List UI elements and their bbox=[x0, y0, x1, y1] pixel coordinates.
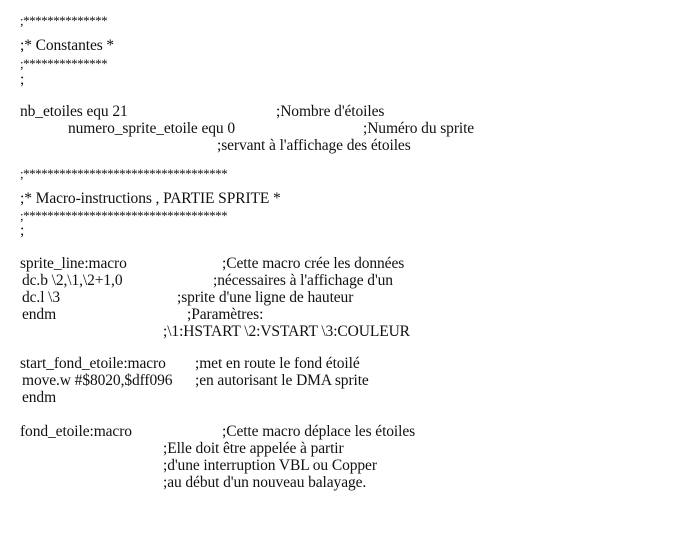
sprite-line-endm: endm bbox=[22, 306, 57, 323]
start-fond-move: move.w #$8020,$dff096 bbox=[22, 372, 173, 389]
fond-etoile-comment-2: ;Elle doit être appelée à partir bbox=[163, 440, 344, 457]
sprite-line-comment-1: ;Cette macro crée les données bbox=[222, 255, 405, 272]
sprite-line-dcb: dc.b \2,\1,\2+1,0 bbox=[22, 272, 123, 289]
fond-etoile-comment-1: ;Cette macro déplace les étoiles bbox=[222, 423, 416, 440]
fond-etoile-comment-4: ;au début d'un nouveau balayage. bbox=[163, 474, 367, 491]
macros-rule-top: ;********************************** bbox=[20, 166, 228, 181]
constant-nb-etoiles: nb_etoiles equ 21 bbox=[20, 103, 128, 120]
start-fond-endm: endm bbox=[22, 389, 57, 406]
constant-numero-sprite: numero_sprite_etoile equ 0 bbox=[68, 120, 235, 137]
sprite-line-comment-5: ;\1:HSTART \2:VSTART \3:COULEUR bbox=[163, 323, 410, 340]
start-fond-comment-2: ;en autorisant le DMA sprite bbox=[195, 372, 369, 389]
fond-etoile-comment-3: ;d'une interruption VBL ou Copper bbox=[163, 457, 377, 474]
comment-numero-sprite: ;Numéro du sprite bbox=[363, 120, 475, 137]
constantes-rule-bottom: ;************** bbox=[20, 56, 108, 71]
comment-servant-affichage: ;servant à l'affichage des étoiles bbox=[217, 137, 411, 154]
macros-rule-bottom: ;********************************** bbox=[20, 208, 228, 223]
sprite-line-comment-4: ;Paramètres: bbox=[187, 306, 264, 323]
start-fond-comment-1: ;met en route le fond étoilé bbox=[195, 355, 360, 372]
macros-trailing: ; bbox=[20, 222, 25, 239]
constantes-rule-top: ;************** bbox=[20, 13, 108, 28]
sprite-line-dcl: dc.l \3 bbox=[22, 289, 61, 306]
sprite-line-macro: sprite_line:macro bbox=[20, 255, 127, 272]
constantes-trailing: ; bbox=[20, 71, 25, 88]
start-fond-etoile-macro: start_fond_etoile:macro bbox=[20, 355, 166, 372]
sprite-line-comment-2: ;nécessaires à l'affichage d'un bbox=[213, 272, 393, 289]
fond-etoile-macro: fond_etoile:macro bbox=[20, 423, 132, 440]
sprite-line-comment-3: ;sprite d'une ligne de hauteur bbox=[177, 289, 354, 306]
constantes-title: ;* Constantes * bbox=[20, 37, 115, 54]
macros-title: ;* Macro-instructions , PARTIE SPRITE * bbox=[20, 190, 281, 207]
comment-nombre-etoiles: ;Nombre d'étoiles bbox=[276, 103, 385, 120]
